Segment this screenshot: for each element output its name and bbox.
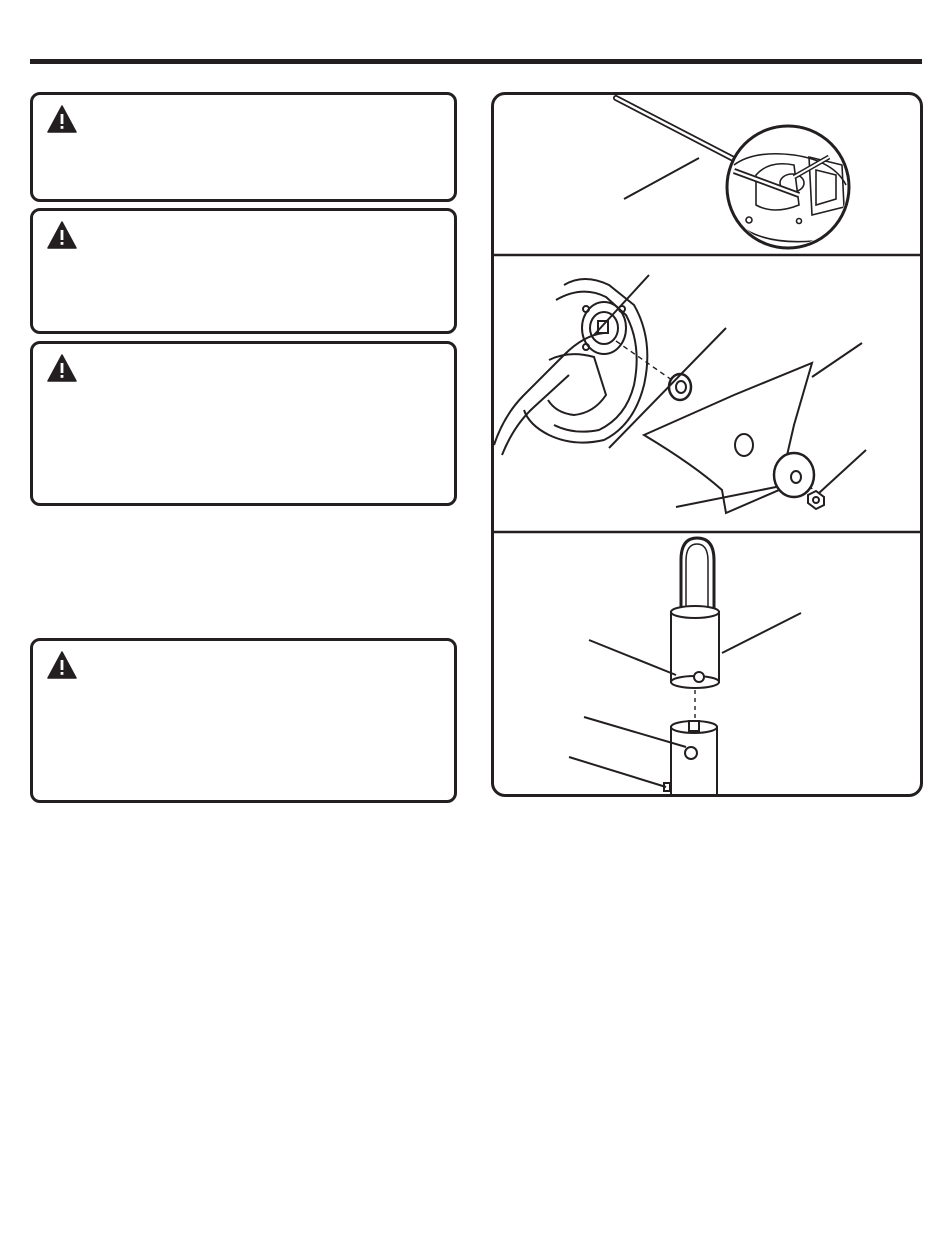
assembly-illustration bbox=[494, 95, 920, 794]
warning-box-3 bbox=[30, 341, 457, 506]
warning-box-1 bbox=[30, 92, 457, 202]
hex-key-panel bbox=[616, 98, 849, 248]
warning-box-2 bbox=[30, 208, 457, 334]
adapter-shaft-panel bbox=[569, 538, 801, 794]
top-rule bbox=[30, 59, 922, 64]
warning-triangle-icon bbox=[47, 354, 77, 382]
warning-box-4 bbox=[30, 638, 457, 803]
blade-assembly-panel bbox=[494, 275, 866, 513]
assembly-figure bbox=[491, 92, 923, 797]
warning-triangle-icon bbox=[47, 105, 77, 133]
warning-triangle-icon bbox=[47, 221, 77, 249]
warning-triangle-icon bbox=[47, 651, 77, 679]
